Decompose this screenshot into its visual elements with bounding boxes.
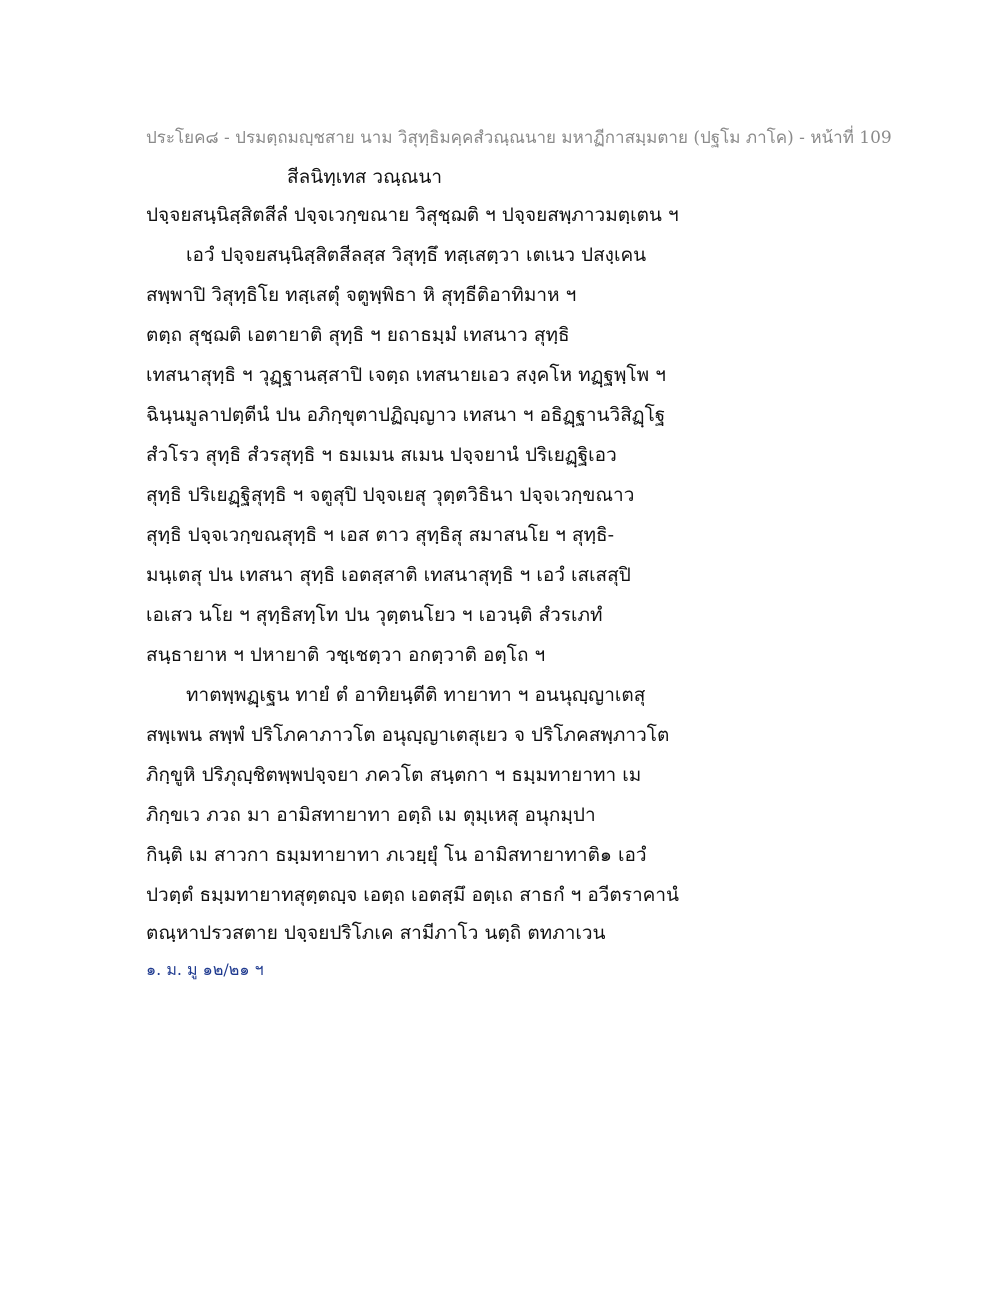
page-header: ประโยค๘ - ปรมตฺถมญฺชสาย นาม วิสุทฺธิมคฺคสํวณฺณนาย มหาฏีกาสมฺมตาย (ปฐโม ภาโค) - หน้าที่ 109 (146, 128, 892, 148)
text-line: สุทฺธิ ปจฺจเวกฺขณสุทฺธิ ฯ เอส ตาว สุทฺธิสุ สมาสนโย ฯ สุทฺธิ- (146, 524, 615, 546)
text-line: สพฺพาปิ วิสุทฺธิโย ทสฺเสตุํ จตูพฺพิธา หิ สุทฺธีติอาทิมาห ฯ (146, 284, 577, 306)
text-line: เทสนาสุทฺธิ ฯ วุฏฺฐานสฺสาปิ เจตฺถ เทสนายเอว สงฺคโห ทฏฺฐพฺโพ ฯ (146, 364, 666, 386)
text-line: ทาตพฺพฏฺเฐน ทายํ ตํ อาทิยนฺตีติ ทายาทา ฯ อนนุญฺญาเตสุ (186, 684, 646, 706)
text-line: เอวํ ปจฺจยสนฺนิสฺสิตสีลสฺส วิสุทฺธึ ทสฺเสตฺวา เตเนว ปสงฺเคน (186, 244, 647, 266)
text-line: เอเสว นโย ฯ สุทฺธิสทฺโท ปน วุตฺตนโยว ฯ เอวนฺติ สํวรเภทํ (146, 604, 603, 626)
text-line: ตตฺถ สุชฺฌติ เอตายาติ สุทฺธิ ฯ ยถาธมฺมํ เทสนาว สุทฺธิ (146, 324, 570, 346)
text-line: ฉินฺนมูลาปตฺตีนํ ปน อภิกฺขุตาปฏิญฺญาว เทสนา ฯ อธิฏฺฐานวิสิฏฺโฐ (146, 404, 666, 426)
text-line: ภิกฺขูหิ ปริภุญฺชิตพฺพปจฺจยา ภควโต สนฺตกา ฯ ธมฺมทายาทา เม (146, 764, 642, 786)
text-line: สพฺเพน สพฺพํ ปริโภคาภาวโต อนุญฺญาเตสุเยว จ ปริโภคสพฺภาวโต (146, 724, 670, 746)
footnote: ๑. ม. มู ๑๒/๒๑ ฯ (146, 960, 264, 979)
text-line: ปจฺจยสนฺนิสฺสิตสีลํ ปจฺจเวกฺขณาย วิสุชฺฌติ ฯ ปจฺจยสพฺภาวมตฺเตน ฯ (146, 204, 679, 226)
text-line: ภิกฺขเว ภวถ มา อามิสทายาทา อตฺถิ เม ตุมฺเหสุ อนุกมฺปา (146, 804, 596, 826)
section-title: สีลนิทฺเทส วณฺณนา (287, 166, 442, 188)
text-line: ปวตฺตํ ธมฺมทายาทสุตฺตญฺจ เอตฺถ เอตสฺมึ อตฺเถ สาธกํ ฯ อวีตราคานํ (146, 884, 680, 906)
text-line: สนฺธายาห ฯ ปหายาติ วชฺเชตฺวา อกตฺวาติ อตฺโถ ฯ (146, 644, 546, 666)
text-line: สํวโรว สุทฺธิ สํวรสุทฺธิ ฯ ธมเมน สเมน ปจฺจยานํ ปริเยฏฺฐิเอว (146, 444, 617, 466)
text-line: สุทฺธิ ปริเยฏฺฐิสุทฺธิ ฯ จตูสุปิ ปจฺจเยสุ วุตฺตวิธินา ปจฺจเวกฺขณาว (146, 484, 635, 506)
text-line: มนฺเตสุ ปน เทสนา สุทฺธิ เอตสฺสาติ เทสนาสุทฺธิ ฯ เอวํ เสเสสุปิ (146, 564, 631, 586)
text-line: ตณฺหาปรวสตาย ปจฺจยปริโภเค สามีภาโว นตฺถิ ตทภาเวน (146, 922, 606, 944)
text-line: กินฺติ เม สาวกา ธมฺมทายาทา ภเวยฺยุํ โน อามิสทายาทาติ๑ เอวํ (146, 844, 647, 866)
